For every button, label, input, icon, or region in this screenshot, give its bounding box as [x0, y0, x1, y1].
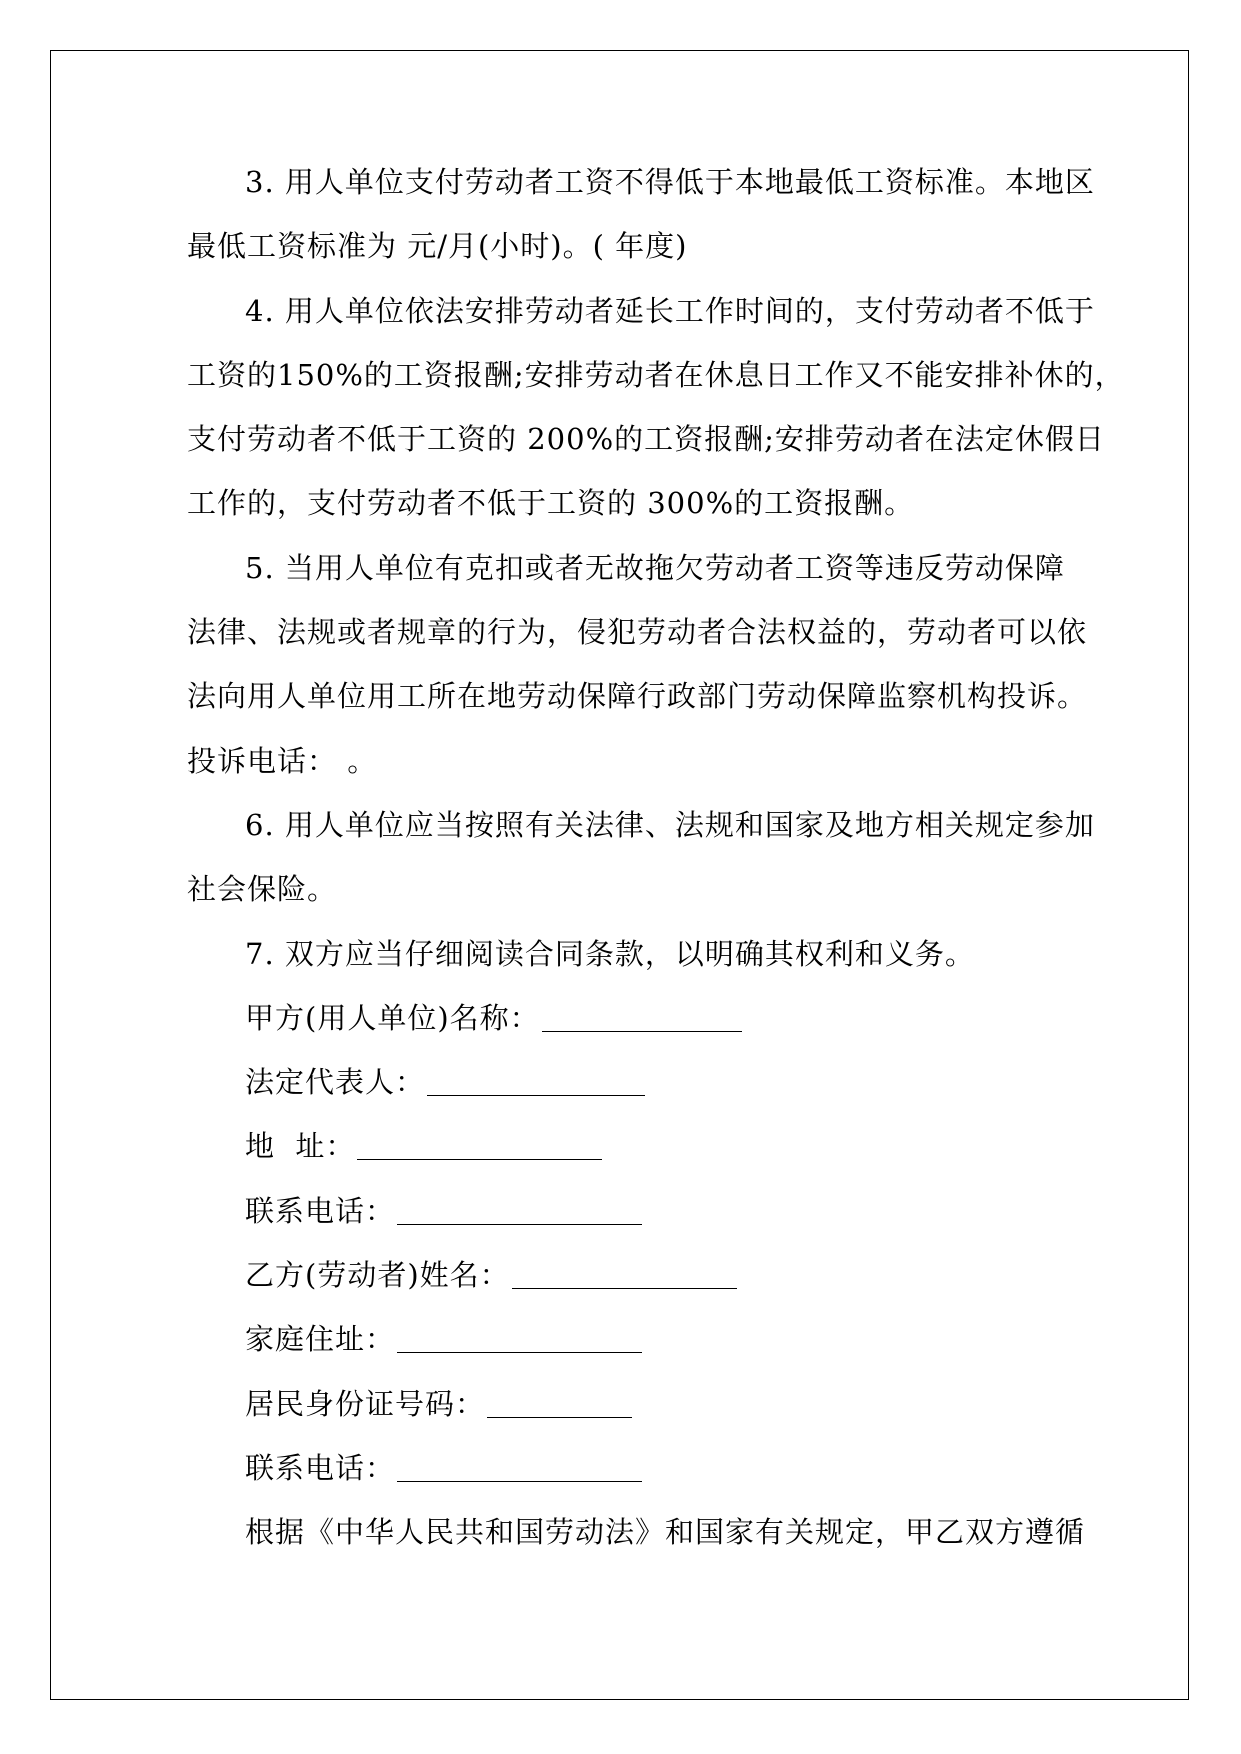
party-a-name-blank[interactable]: [542, 1031, 742, 1032]
clause-5-line-3: 法向用人单位用工所在地劳动保障行政部门劳动保障监察机构投诉。: [187, 679, 1088, 714]
party-a-name-label: 甲方(用人单位)名称：: [245, 1000, 540, 1035]
address-row: [187, 1114, 1067, 1178]
clause-5-line-1: 5. 当用人单位有克扣或者无故拖欠劳动者工资等违反劳动保障: [245, 550, 1065, 585]
party-a-name-row: [187, 986, 1067, 1050]
clause-5-line-4: 投诉电话： 。: [187, 743, 378, 778]
party-b-name-label: 乙方(劳动者)姓名：: [245, 1258, 510, 1293]
closing-line: 根据《中华人民共和国劳动法》和国家有关规定，甲乙双方遵循: [245, 1515, 1086, 1550]
clause-3-line-2: 最低工资标准为 元/月(小时)。( 年度): [187, 229, 688, 264]
id-number-blank[interactable]: [487, 1417, 632, 1418]
clause-6-line-1: 6. 用人单位应当按照有关法律、法规和国家及地方相关规定参加: [245, 807, 1095, 842]
home-address-label: 家庭住址：: [245, 1322, 396, 1357]
id-number-label: 居民身份证号码：: [245, 1386, 486, 1421]
clause-4-line-1: 4. 用人单位依法安排劳动者延长工作时间的，支付劳动者不低于: [245, 293, 1095, 328]
party-a-phone-blank[interactable]: [397, 1224, 642, 1225]
clause-4-line-3: 支付劳动者不低于工资的 200%的工资报酬;安排劳动者在法定休假日: [187, 422, 1105, 457]
home-address-row: [187, 1307, 1067, 1371]
clause-5-line-2: 法律、法规或者规章的行为，侵犯劳动者合法权益的，劳动者可以依: [187, 615, 1088, 650]
legal-rep-label: 法定代表人：: [245, 1065, 426, 1100]
party-b-name-blank[interactable]: [512, 1288, 737, 1289]
clause-7-line-1: 7. 双方应当仔细阅读合同条款，以明确其权利和义务。: [245, 936, 975, 971]
address-blank[interactable]: [357, 1159, 602, 1160]
party-a-phone-label: 联系电话：: [245, 1193, 396, 1228]
address-label: 地 址：: [245, 1129, 356, 1164]
party-b-phone-label: 联系电话：: [245, 1450, 396, 1485]
clause-4-line-4: 工作的，支付劳动者不低于工资的 300%的工资报酬。: [187, 486, 915, 521]
legal-rep-row: [187, 1050, 1067, 1114]
clause-6-line-2: 社会保险。: [187, 872, 338, 907]
party-a-phone-row: [187, 1179, 1067, 1243]
legal-rep-blank[interactable]: [427, 1095, 645, 1096]
party-b-phone-row: [187, 1436, 1067, 1500]
home-address-blank[interactable]: [397, 1352, 642, 1353]
document-body: [187, 150, 1125, 1565]
clause-3-line-1: 3. 用人单位支付劳动者工资不得低于本地最低工资标准。本地区: [245, 165, 1095, 199]
id-number-row: [187, 1372, 1067, 1436]
clause-4-line-2: 工资的150%的工资报酬;安排劳动者在休息日工作又不能安排补休的，: [187, 357, 1125, 392]
party-b-name-row: [187, 1243, 1067, 1307]
party-b-phone-blank[interactable]: [397, 1481, 642, 1482]
